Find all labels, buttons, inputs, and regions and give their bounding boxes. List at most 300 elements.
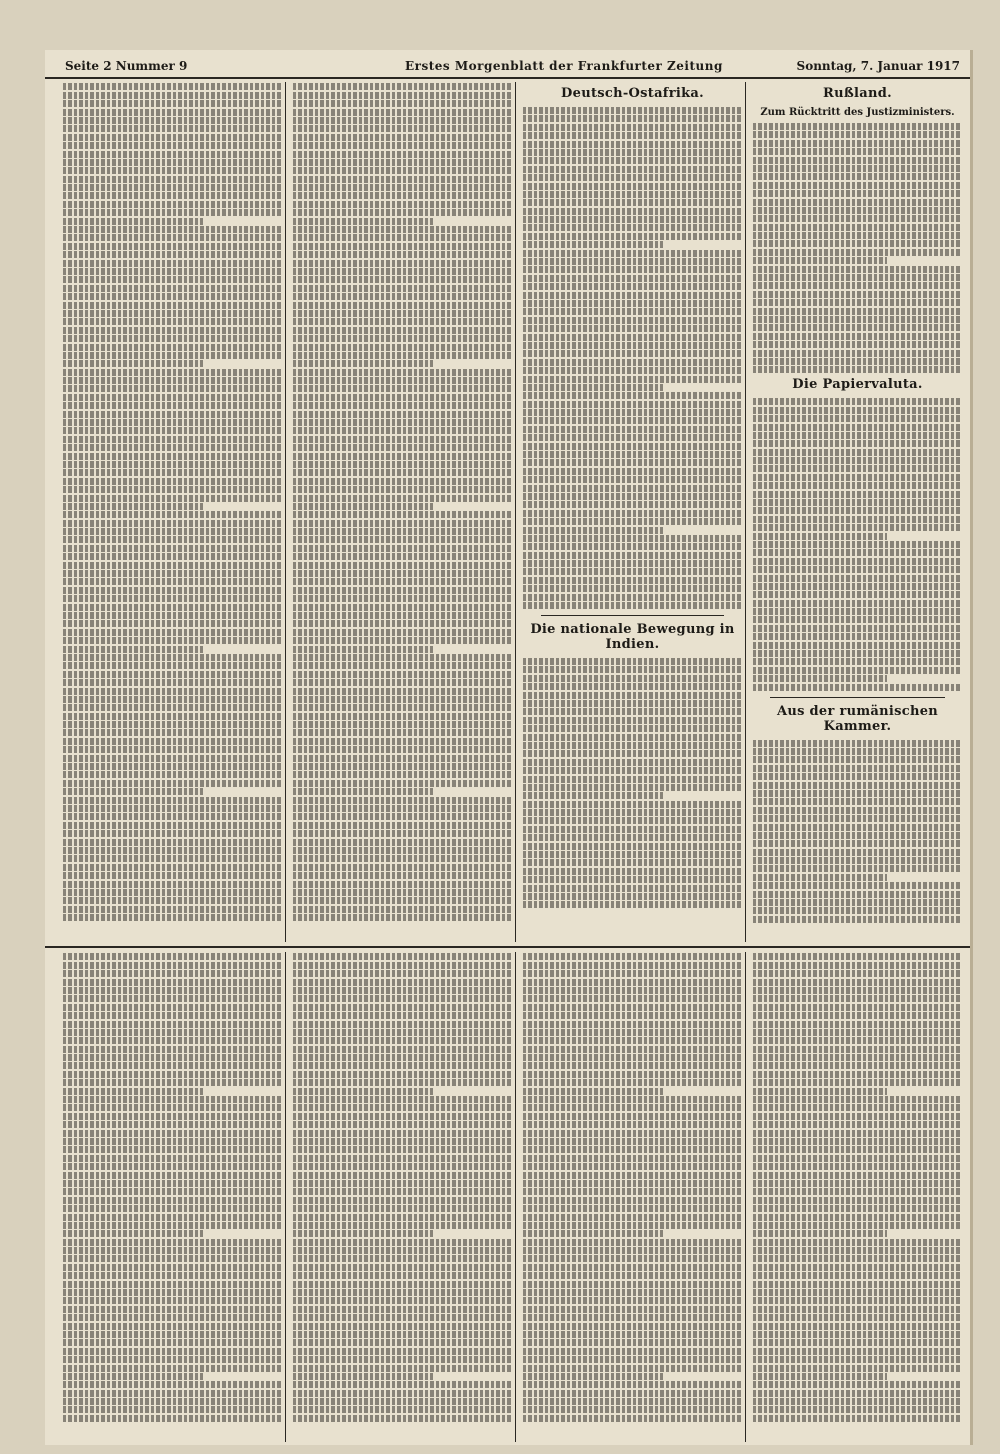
text-line <box>523 552 742 559</box>
text-line <box>753 874 887 881</box>
text-line <box>523 901 742 908</box>
text-line <box>523 834 742 841</box>
text-line <box>63 1289 282 1296</box>
newspaper-title: Erstes Morgenblatt der Frankfurter Zeitung <box>405 59 723 73</box>
text-line <box>523 767 742 774</box>
text-line <box>753 249 962 256</box>
text-line <box>293 511 512 518</box>
text-line <box>293 1021 512 1028</box>
text-line <box>293 1155 512 1162</box>
text-line <box>293 159 512 166</box>
text-line <box>293 847 512 854</box>
text-line <box>753 675 887 682</box>
text-line <box>753 274 962 281</box>
text-line <box>523 342 742 349</box>
text-line <box>63 1197 282 1204</box>
text-line <box>523 376 742 383</box>
text-line <box>753 224 962 231</box>
text-line <box>523 851 742 858</box>
text-line <box>63 1264 282 1271</box>
text-line <box>63 995 282 1002</box>
text-line <box>523 149 742 156</box>
text-line <box>293 1138 512 1145</box>
newspaper-page <box>45 50 973 1445</box>
text-line <box>63 637 282 644</box>
text-line <box>523 485 742 492</box>
text-line <box>523 1021 742 1028</box>
text-line <box>753 482 962 489</box>
text-line <box>293 872 512 879</box>
text-line <box>293 1272 512 1279</box>
text-line <box>293 176 512 183</box>
text-line <box>293 411 512 418</box>
text-line <box>293 243 512 250</box>
text-line <box>63 251 282 258</box>
text-line <box>63 1222 282 1229</box>
text-line <box>63 318 282 325</box>
text-line <box>63 125 282 132</box>
text-line <box>293 486 512 493</box>
text-line <box>523 979 742 986</box>
text-line <box>753 1004 962 1011</box>
text-line <box>293 746 512 753</box>
text-line <box>523 443 742 450</box>
text-line <box>293 578 512 585</box>
text-line <box>293 1306 512 1313</box>
text-line <box>63 486 282 493</box>
text-line <box>523 434 742 441</box>
text-line <box>63 394 282 401</box>
text-line <box>63 1113 282 1120</box>
text-line <box>753 1079 962 1086</box>
text-line <box>523 594 742 601</box>
text-line <box>753 282 962 289</box>
text-line <box>293 318 512 325</box>
text-line <box>63 729 282 736</box>
text-line <box>63 444 282 451</box>
text-line <box>753 765 962 772</box>
text-line <box>523 1012 742 1019</box>
text-line <box>63 721 282 728</box>
text-line <box>293 520 512 527</box>
text-line <box>293 688 512 695</box>
text-line <box>753 1264 962 1271</box>
text-line <box>63 578 282 585</box>
text-line <box>293 1281 512 1288</box>
text-line <box>293 1406 512 1413</box>
text-line <box>293 377 512 384</box>
text-line <box>753 524 962 531</box>
text-line <box>523 174 742 181</box>
text-line <box>63 1029 282 1036</box>
text-line <box>523 962 742 969</box>
text-line <box>753 491 962 498</box>
text-line <box>293 1390 512 1397</box>
text-line <box>753 1230 887 1237</box>
text-line <box>293 914 512 921</box>
text-line <box>753 987 962 994</box>
text-line <box>523 459 742 466</box>
text-line <box>63 763 282 770</box>
text-line <box>293 881 512 888</box>
text-line <box>63 1188 282 1195</box>
text-line <box>523 585 742 592</box>
text-line <box>63 234 282 241</box>
text-line <box>293 897 512 904</box>
text-line <box>63 970 282 977</box>
text-line <box>523 451 742 458</box>
text-line <box>523 742 742 749</box>
text-line <box>753 1356 962 1363</box>
text-line <box>753 1239 962 1246</box>
text-line <box>63 1339 282 1346</box>
text-line <box>523 801 742 808</box>
text-line <box>523 1331 742 1338</box>
article-title: Deutsch-Ostafrika. <box>561 86 704 101</box>
text-line <box>293 302 512 309</box>
text-line <box>293 1297 512 1304</box>
text-line <box>63 419 282 426</box>
text-line <box>293 83 512 90</box>
text-line <box>523 1415 742 1422</box>
text-line <box>523 527 663 534</box>
text-line <box>63 377 282 384</box>
text-line <box>523 1247 742 1254</box>
text-line <box>523 577 742 584</box>
text-line <box>753 341 962 348</box>
text-line <box>523 1230 663 1237</box>
text-line <box>753 190 962 197</box>
text-line <box>63 822 282 829</box>
text-line <box>63 100 282 107</box>
text-line <box>523 868 742 875</box>
text-line <box>63 1146 282 1153</box>
column-rule <box>745 952 746 1442</box>
text-line <box>63 1281 282 1288</box>
column-3-lower <box>520 952 745 1442</box>
text-line <box>523 233 742 240</box>
text-line <box>523 995 742 1002</box>
text-line <box>523 776 742 783</box>
text-line <box>293 1079 512 1086</box>
text-line <box>63 889 282 896</box>
text-line <box>293 453 512 460</box>
text-line <box>63 260 282 267</box>
text-line <box>523 208 742 215</box>
text-line <box>293 1088 433 1095</box>
text-line <box>63 528 282 535</box>
text-line <box>753 773 962 780</box>
text-line <box>63 688 282 695</box>
text-line <box>63 780 282 787</box>
text-line <box>523 750 742 757</box>
text-line <box>293 436 512 443</box>
text-line <box>523 1356 742 1363</box>
text-line <box>63 209 282 216</box>
text-line <box>753 807 962 814</box>
text-line <box>63 1356 282 1363</box>
text-line <box>63 587 282 594</box>
text-line <box>753 575 962 582</box>
text-line <box>753 953 962 960</box>
text-line <box>523 241 663 248</box>
text-line <box>523 885 742 892</box>
text-line <box>753 541 962 548</box>
text-line <box>753 449 962 456</box>
text-line <box>293 1356 512 1363</box>
article-subtitle: Zum Rücktritt des Justizministers. <box>760 107 955 118</box>
text-line <box>293 1230 433 1237</box>
text-line <box>63 201 282 208</box>
text-line <box>523 792 663 799</box>
text-line <box>63 1381 282 1388</box>
text-line <box>63 134 282 141</box>
text-line <box>293 662 512 669</box>
text-line <box>753 650 962 657</box>
text-line <box>523 692 742 699</box>
text-line <box>293 268 512 275</box>
text-line <box>523 1146 742 1153</box>
text-line <box>523 859 742 866</box>
text-line <box>63 1172 282 1179</box>
article-title: Rußland. <box>823 86 892 101</box>
text-line <box>63 276 282 283</box>
article-title: Aus der rumänischen Kammer. <box>776 703 939 734</box>
text-line <box>753 1331 962 1338</box>
text-line <box>63 344 282 351</box>
text-line <box>63 453 282 460</box>
text-line <box>63 411 282 418</box>
text-line <box>293 1239 512 1246</box>
text-line <box>63 159 282 166</box>
text-line <box>753 1046 962 1053</box>
text-line <box>63 1255 282 1262</box>
text-line <box>753 474 962 481</box>
column-rule <box>285 952 286 1442</box>
text-line <box>753 566 962 573</box>
text-line <box>293 987 512 994</box>
text-line <box>523 759 742 766</box>
text-line <box>293 629 512 636</box>
text-line <box>63 109 282 116</box>
text-line <box>63 1037 282 1044</box>
text-line <box>753 358 962 365</box>
text-line <box>523 568 742 575</box>
text-line <box>753 815 962 822</box>
text-line <box>753 1306 962 1313</box>
text-line <box>293 503 433 510</box>
text-line <box>523 1071 742 1078</box>
text-line <box>753 558 962 565</box>
text-line <box>293 1398 512 1405</box>
text-line <box>293 1104 512 1111</box>
text-line <box>753 1255 962 1262</box>
text-line <box>523 1264 742 1271</box>
text-line <box>753 350 962 357</box>
text-line <box>523 141 742 148</box>
text-line <box>753 333 962 340</box>
text-line <box>63 604 282 611</box>
text-line <box>753 625 962 632</box>
text-line <box>753 608 962 615</box>
text-line <box>523 409 742 416</box>
text-line <box>293 1121 512 1128</box>
text-line <box>63 562 282 569</box>
text-line <box>523 1079 742 1086</box>
text-line <box>293 251 512 258</box>
text-line <box>293 1331 512 1338</box>
text-line <box>63 536 282 543</box>
text-line <box>523 602 742 609</box>
text-line <box>523 1088 663 1095</box>
text-line <box>753 1155 962 1162</box>
text-line <box>63 847 282 854</box>
text-line <box>63 1004 282 1011</box>
text-line <box>63 1046 282 1053</box>
text-line <box>63 704 282 711</box>
text-line <box>523 1121 742 1128</box>
text-line <box>293 1037 512 1044</box>
text-line <box>293 394 512 401</box>
text-line <box>523 1373 663 1380</box>
text-line <box>293 970 512 977</box>
text-line <box>293 839 512 846</box>
text-line <box>63 553 282 560</box>
text-line <box>523 1054 742 1061</box>
text-line <box>293 1214 512 1221</box>
text-line <box>753 748 962 755</box>
text-line <box>523 1214 742 1221</box>
text-line <box>523 216 742 223</box>
text-line <box>523 683 742 690</box>
text-line <box>63 1062 282 1069</box>
text-line <box>63 469 282 476</box>
text-line <box>753 1214 962 1221</box>
text-line <box>753 1054 962 1061</box>
text-line <box>293 995 512 1002</box>
text-line <box>523 417 742 424</box>
text-line <box>293 788 433 795</box>
text-line <box>293 570 512 577</box>
column-rule <box>515 82 516 942</box>
text-line <box>293 1062 512 1069</box>
text-line <box>523 325 742 332</box>
text-line <box>63 881 282 888</box>
text-line <box>63 520 282 527</box>
text-line <box>753 266 962 273</box>
text-line <box>293 704 512 711</box>
text-line <box>293 855 512 862</box>
text-line <box>63 1314 282 1321</box>
text-line <box>293 738 512 745</box>
text-line <box>753 516 962 523</box>
text-line <box>753 1222 962 1229</box>
text-line <box>63 654 282 661</box>
text-line <box>293 637 512 644</box>
text-line <box>753 140 962 147</box>
text-line <box>293 1255 512 1262</box>
text-line <box>753 1062 962 1069</box>
text-line <box>753 1314 962 1321</box>
text-line <box>63 1323 282 1330</box>
text-line <box>523 518 742 525</box>
text-line <box>523 283 742 290</box>
text-line <box>63 979 282 986</box>
text-line <box>753 440 962 447</box>
text-line <box>293 310 512 317</box>
text-line <box>63 385 282 392</box>
text-line <box>293 545 512 552</box>
text-line <box>293 1314 512 1321</box>
text-line <box>293 1348 512 1355</box>
text-line <box>523 1323 742 1330</box>
text-line <box>63 646 203 653</box>
column-1-lower <box>60 952 285 1442</box>
text-line <box>753 824 962 831</box>
text-line <box>293 1264 512 1271</box>
text-line <box>293 335 512 342</box>
text-line <box>293 385 512 392</box>
text-line <box>523 367 742 374</box>
text-line <box>63 1021 282 1028</box>
text-line <box>293 771 512 778</box>
text-line <box>63 1163 282 1170</box>
text-line <box>293 595 512 602</box>
text-line <box>753 899 962 906</box>
text-line <box>523 1029 742 1036</box>
article-title: Die Papiervaluta. <box>792 377 923 393</box>
text-line <box>523 708 742 715</box>
text-line <box>753 1381 962 1388</box>
text-line <box>523 1348 742 1355</box>
text-line <box>753 642 962 649</box>
text-line <box>63 805 282 812</box>
text-line <box>753 366 962 373</box>
text-line <box>753 240 962 247</box>
text-line <box>753 633 962 640</box>
text-line <box>63 1205 282 1212</box>
text-line <box>293 1113 512 1120</box>
text-line <box>753 790 962 797</box>
text-line <box>753 849 962 856</box>
text-line <box>753 324 962 331</box>
text-line <box>63 1130 282 1137</box>
text-line <box>523 115 742 122</box>
text-line <box>63 797 282 804</box>
text-line <box>523 199 742 206</box>
text-line <box>63 310 282 317</box>
text-line <box>63 755 282 762</box>
text-line <box>753 407 962 414</box>
text-line <box>753 1205 962 1212</box>
text-line <box>753 1398 962 1405</box>
text-line <box>293 979 512 986</box>
text-line <box>63 335 282 342</box>
text-line <box>523 124 742 131</box>
text-line <box>753 215 962 222</box>
text-line <box>293 1180 512 1187</box>
text-line <box>293 293 512 300</box>
text-line <box>63 746 282 753</box>
text-line <box>293 780 512 787</box>
text-line <box>523 1113 742 1120</box>
text-line <box>293 553 512 560</box>
text-line <box>293 117 512 124</box>
text-line <box>753 1172 962 1179</box>
text-line <box>753 316 962 323</box>
text-line <box>63 1214 282 1221</box>
text-line <box>293 184 512 191</box>
